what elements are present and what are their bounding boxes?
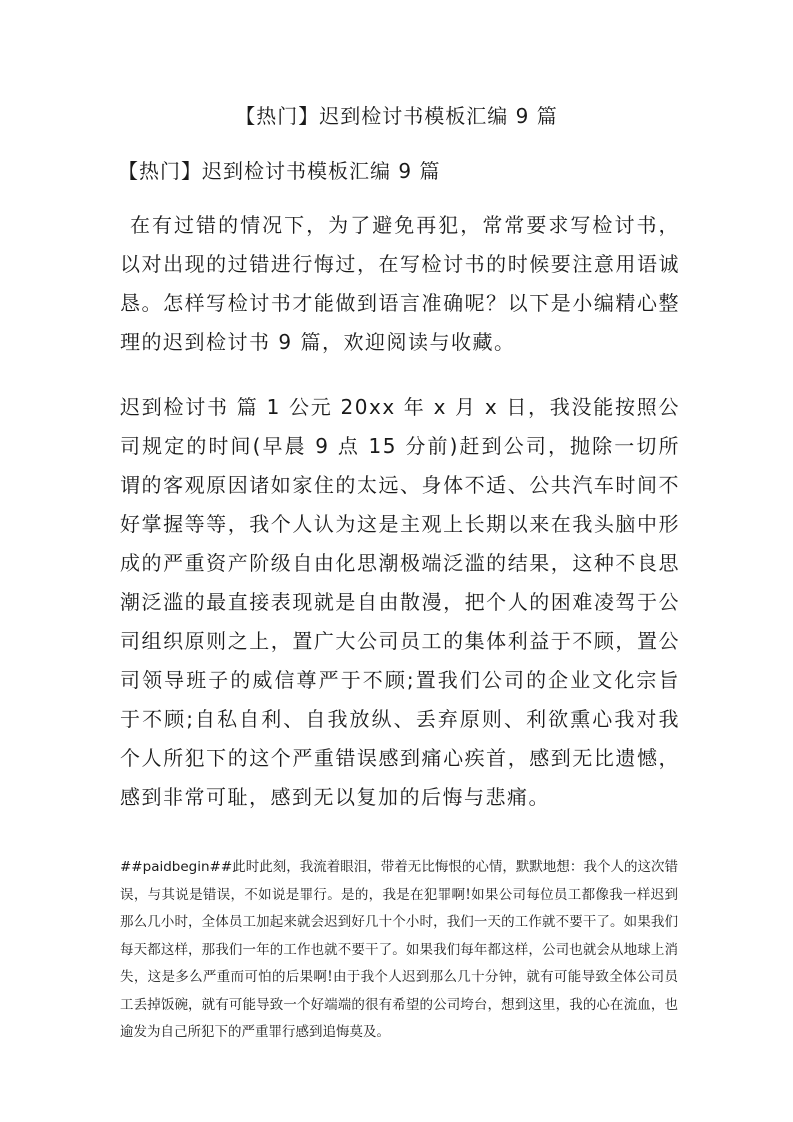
document-subtitle: 【热门】迟到检讨书模板汇编 9 篇 — [118, 159, 441, 183]
paid-paragraph-text: 此时此刻，我流着眼泪，带着无比悔恨的心情，默默地想：我个人的这次错误，与其说是错误，不如说是罪行。是的，我是在犯罪啊!如果公司每位员工都像我一样迟到那么几小时，全体员工加起来就会迟到好几十个小时，我们一天的工作就不要干了。如果我们每天都这样，那我们一年的工作也就不要干了。如果我们每年都这样，公司也就会从地球上消失，这是多么严重而可怕的后果啊!由于我个人迟到那么几十分钟，就有可能导致全体公司员工丢掉饭碗，就有可能导致一个好端端的很有希望的公司垮台，想到这里，我的心在流血，也逾发为自己所犯下的严重罪行感到追悔莫及。 — [120, 859, 678, 1040]
paid-paragraph-block — [120, 854, 678, 1047]
intro-paragraph: 在有过错的情况下，为了避免再犯，常常要求写检讨书，以对出现的过错进行悔过，在写检讨书的时候要注意用语诚恳。怎样写检讨书才能做到语言准确呢？以下是小编精心整理的迟到检讨书 9 篇，欢迎阅读与收藏。 — [120, 213, 680, 354]
document-title: 【热门】迟到检讨书模板汇编 9 篇 — [235, 104, 558, 128]
paid-begin-marker: ##paidbegin## — [120, 859, 233, 875]
body-paragraph: 迟到检讨书 篇 1 公元 20xx 年 x 月 x 日，我没能按照公司规定的时间(早晨 9 点 15 分前)赶到公司，抛除一切所谓的客观原因诸如家住的太远、身体不适、公共汽车时间不好掌握等等，我个人认为这是主观上长期以来在我头脑中形成的严重资产阶级自由化思潮极端泛滥的结果，这种不良思潮泛滥的最直接表现就是自由散漫，把个人的困难凌驾于公司组织原则之上，置广大公司员工的集体利益于不顾，置公司领导班子的威信尊严于不顾;置我们公司的企业文化宗旨于不顾;自私自利、自我放纵、丢弃原则、利欲熏心我对我个人所犯下的这个严重错误感到痛心疾首，感到无比遗憾，感到非常可耻，感到无以复加的后悔与悲痛。 — [120, 395, 680, 809]
